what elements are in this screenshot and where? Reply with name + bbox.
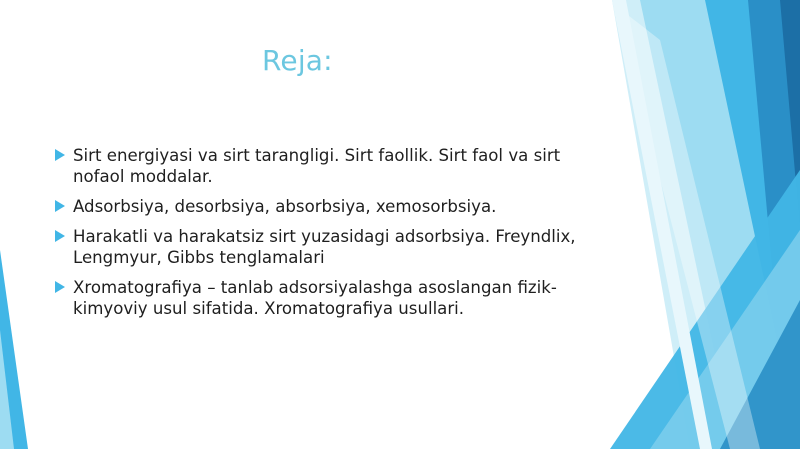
slide-title: Reja: xyxy=(262,44,333,77)
bullet-item xyxy=(54,196,594,217)
triangle-bullet-icon xyxy=(55,230,65,242)
bullet-text: Harakatli va harakatsiz sirt yuzasidagi adsorbsiya. Freyndlix, Lengmyur, Gibbs tenglamalari xyxy=(73,227,576,267)
bullet-item xyxy=(54,277,594,319)
bullet-list xyxy=(54,145,594,328)
triangle-bullet-icon xyxy=(55,281,65,293)
bullet-text: Sirt energiyasi va sirt tarangligi. Sirt faollik. Sirt faol va sirt nofaol moddalar. xyxy=(73,146,561,186)
bullet-text: Xromatografiya – tanlab adsorsiyalashga asoslangan fizik-kimyoviy usul sifatida. Xromatografiya usullari. xyxy=(73,278,557,318)
bullet-item xyxy=(54,145,594,187)
triangle-bullet-icon xyxy=(55,149,65,161)
triangle-bullet-icon xyxy=(55,200,65,212)
bullet-text: Adsorbsiya, desorbsiya, absorbsiya, xemosorbsiya. xyxy=(73,197,497,216)
bullet-item xyxy=(54,226,594,268)
